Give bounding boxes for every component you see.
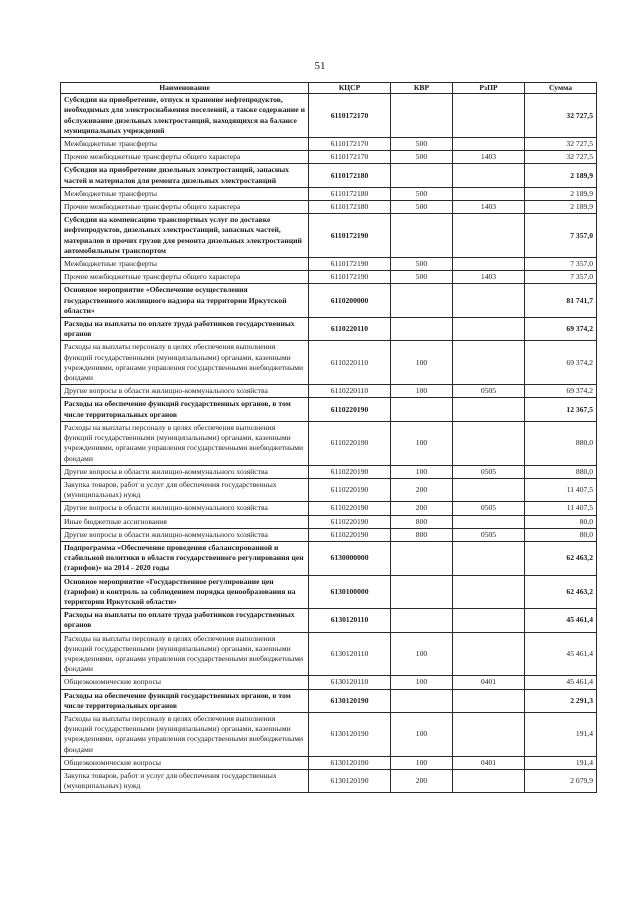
cell-name: Субсидии на компенсацию транспортных услуг по доставке нефтепродуктов, дизельных электростанций, запасных частей, материалов и прочих грузов для ремонта дизельных электростанций автомобильным транспортом xyxy=(61,214,309,258)
table-row xyxy=(61,609,597,632)
cell-sum: 80,0 xyxy=(525,528,597,541)
cell-kvr: 500 xyxy=(391,138,453,151)
cell-kvr: 100 xyxy=(391,465,453,478)
cell-name: Межбюджетные трансферты xyxy=(61,187,309,200)
cell-kvr: 100 xyxy=(391,756,453,769)
table-row xyxy=(61,318,597,341)
table-row xyxy=(61,756,597,769)
header-kvr: КВР xyxy=(391,83,453,94)
cell-rzpr xyxy=(453,632,525,676)
cell-name: Основное мероприятие «Обеспечение осуществления государственного жилищного надзора на территории Иркутской области» xyxy=(61,284,309,318)
cell-rzpr xyxy=(453,515,525,528)
cell-name: Основное мероприятие «Государственное регулирование цен (тарифов) и контроль за соблюдением порядка ценообразования на территории Иркутской области» xyxy=(61,575,309,609)
cell-name: Иные бюджетные ассигнования xyxy=(61,515,309,528)
cell-rzpr xyxy=(453,689,525,712)
cell-kcsr: 6110172190 xyxy=(309,271,391,284)
table-row xyxy=(61,385,597,398)
cell-rzpr xyxy=(453,341,525,385)
cell-kcsr: 6110172170 xyxy=(309,151,391,164)
cell-rzpr xyxy=(453,318,525,341)
cell-name: Прочие межбюджетные трансферты общего характера xyxy=(61,201,309,214)
table-row xyxy=(61,689,597,712)
cell-name: Расходы на выплаты по оплате труда работников государственных органов xyxy=(61,609,309,632)
cell-name: Межбюджетные трансферты xyxy=(61,258,309,271)
table-row xyxy=(61,138,597,151)
cell-kvr: 500 xyxy=(391,258,453,271)
table-row xyxy=(61,398,597,421)
cell-kvr xyxy=(391,318,453,341)
cell-name: Закупка товаров, работ и услуг для обеспечения государственных (муниципальных) нужд xyxy=(61,478,309,501)
table-row xyxy=(61,676,597,689)
cell-rzpr xyxy=(453,138,525,151)
page-number: 51 xyxy=(314,60,326,72)
cell-kvr: 100 xyxy=(391,421,453,465)
cell-sum: 45 461,4 xyxy=(525,609,597,632)
cell-kcsr: 6110220190 xyxy=(309,502,391,515)
cell-kcsr: 6110220190 xyxy=(309,398,391,421)
cell-sum: 191,4 xyxy=(525,756,597,769)
table-header-row xyxy=(61,83,597,94)
cell-kcsr: 6110220110 xyxy=(309,318,391,341)
cell-kcsr: 6130000000 xyxy=(309,541,391,575)
cell-rzpr xyxy=(453,609,525,632)
cell-rzpr xyxy=(453,712,525,756)
cell-rzpr xyxy=(453,214,525,258)
cell-kcsr: 6110220190 xyxy=(309,528,391,541)
cell-name: Общеэкономические вопросы xyxy=(61,676,309,689)
cell-rzpr xyxy=(453,478,525,501)
cell-sum: 32 727,5 xyxy=(525,138,597,151)
cell-sum: 62 463,2 xyxy=(525,541,597,575)
cell-kvr: 800 xyxy=(391,515,453,528)
cell-kcsr: 6110220190 xyxy=(309,421,391,465)
cell-rzpr: 1403 xyxy=(453,201,525,214)
cell-kvr: 500 xyxy=(391,201,453,214)
cell-name: Расходы на выплаты персоналу в целях обеспечения выполнения функций государственными (муниципальными) органами, казенными учреждениями, органами управления государственными внебюджетными фондами xyxy=(61,712,309,756)
cell-kvr xyxy=(391,94,453,138)
cell-kcsr: 6130100000 xyxy=(309,575,391,609)
cell-rzpr xyxy=(453,94,525,138)
cell-name: Подпрограмма «Обеспечение проведения сбалансированной и стабильной политики в области государственного регулирования цен (тарифов)» на 2014 - 2020 годы xyxy=(61,541,309,575)
cell-kvr xyxy=(391,689,453,712)
cell-sum: 11 407,5 xyxy=(525,502,597,515)
cell-kvr xyxy=(391,214,453,258)
cell-sum: 2 189,9 xyxy=(525,201,597,214)
cell-rzpr: 1403 xyxy=(453,151,525,164)
cell-sum: 32 727,5 xyxy=(525,94,597,138)
table-row xyxy=(61,712,597,756)
cell-name: Расходы на выплаты персоналу в целях обеспечения выполнения функций государственными (муниципальными) органами, казенными учреждениями, органами управления государственными внебюджетными фондами xyxy=(61,341,309,385)
cell-name: Другие вопросы в области жилищно-коммунального хозяйства xyxy=(61,502,309,515)
cell-kcsr: 6110200000 xyxy=(309,284,391,318)
table-row xyxy=(61,214,597,258)
cell-sum: 2 189,9 xyxy=(525,187,597,200)
cell-rzpr xyxy=(453,398,525,421)
cell-kvr: 100 xyxy=(391,341,453,385)
cell-sum: 880,0 xyxy=(525,421,597,465)
cell-rzpr xyxy=(453,541,525,575)
cell-sum: 81 741,7 xyxy=(525,284,597,318)
cell-kvr: 100 xyxy=(391,632,453,676)
cell-sum: 11 407,5 xyxy=(525,478,597,501)
cell-sum: 7 357,0 xyxy=(525,271,597,284)
cell-kcsr: 6130120190 xyxy=(309,712,391,756)
cell-kvr: 100 xyxy=(391,385,453,398)
cell-kvr: 200 xyxy=(391,478,453,501)
cell-rzpr: 0401 xyxy=(453,756,525,769)
cell-kvr: 800 xyxy=(391,528,453,541)
cell-kcsr: 6130120110 xyxy=(309,632,391,676)
cell-name: Расходы на выплаты персоналу в целях обеспечения выполнения функций государственными (муниципальными) органами, казенными учреждениями, органами управления государственными внебюджетными фондами xyxy=(61,632,309,676)
table-row xyxy=(61,271,597,284)
cell-rzpr xyxy=(453,284,525,318)
cell-sum: 2 189,9 xyxy=(525,164,597,187)
cell-sum: 69 374,2 xyxy=(525,318,597,341)
cell-name: Другие вопросы в области жилищно-коммунального хозяйства xyxy=(61,528,309,541)
cell-name: Расходы на выплаты по оплате труда работников государственных органов xyxy=(61,318,309,341)
cell-kvr: 100 xyxy=(391,676,453,689)
table-row xyxy=(61,258,597,271)
cell-sum: 45 461,4 xyxy=(525,632,597,676)
cell-kvr: 200 xyxy=(391,769,453,792)
cell-kcsr: 6110172170 xyxy=(309,94,391,138)
cell-kvr xyxy=(391,164,453,187)
table-row xyxy=(61,151,597,164)
cell-sum: 62 463,2 xyxy=(525,575,597,609)
cell-sum: 32 727,5 xyxy=(525,151,597,164)
table-row xyxy=(61,575,597,609)
table-row xyxy=(61,502,597,515)
table-row xyxy=(61,201,597,214)
cell-kcsr: 6110220110 xyxy=(309,385,391,398)
cell-kcsr: 6130120110 xyxy=(309,609,391,632)
cell-kcsr: 6110220190 xyxy=(309,465,391,478)
cell-kcsr: 6110172180 xyxy=(309,187,391,200)
header-rzpr: РзПР xyxy=(453,83,525,94)
table-row xyxy=(61,528,597,541)
cell-kcsr: 6130120190 xyxy=(309,756,391,769)
table-row xyxy=(61,341,597,385)
header-sum: Сумма xyxy=(525,83,597,94)
cell-name: Межбюджетные трансферты xyxy=(61,138,309,151)
cell-kvr: 200 xyxy=(391,502,453,515)
cell-rzpr: 0505 xyxy=(453,385,525,398)
cell-rzpr: 0505 xyxy=(453,528,525,541)
table-row xyxy=(61,478,597,501)
cell-rzpr xyxy=(453,421,525,465)
cell-sum: 2 291,3 xyxy=(525,689,597,712)
cell-rzpr: 0401 xyxy=(453,676,525,689)
table-row xyxy=(61,541,597,575)
cell-kcsr: 6110172180 xyxy=(309,164,391,187)
cell-kcsr: 6110172190 xyxy=(309,214,391,258)
cell-rzpr xyxy=(453,164,525,187)
table-row xyxy=(61,632,597,676)
cell-kvr xyxy=(391,398,453,421)
table-row xyxy=(61,421,597,465)
cell-rzpr xyxy=(453,769,525,792)
table-row xyxy=(61,515,597,528)
cell-kcsr: 6130120190 xyxy=(309,689,391,712)
cell-sum: 7 357,0 xyxy=(525,258,597,271)
table-row xyxy=(61,284,597,318)
cell-kcsr: 6110172170 xyxy=(309,138,391,151)
cell-rzpr xyxy=(453,258,525,271)
cell-kcsr: 6110220110 xyxy=(309,341,391,385)
cell-kvr xyxy=(391,609,453,632)
cell-rzpr: 0505 xyxy=(453,465,525,478)
cell-name: Субсидии на приобретение, отпуск и хранение нефтепродуктов, необходимых для электроснабжения поселений, а также содержание и обслуживание дизельных электростанций, находящихся на балансе муниципальных учреждений xyxy=(61,94,309,138)
cell-kvr xyxy=(391,575,453,609)
cell-kvr xyxy=(391,541,453,575)
cell-name: Расходы на обеспечение функций государственных органов, в том числе территориальных органов xyxy=(61,689,309,712)
table-row xyxy=(61,465,597,478)
cell-kcsr: 6130120190 xyxy=(309,769,391,792)
table-row xyxy=(61,164,597,187)
cell-name: Расходы на обеспечение функций государственных органов, в том числе территориальных органов xyxy=(61,398,309,421)
table-row xyxy=(61,94,597,138)
cell-rzpr: 1403 xyxy=(453,271,525,284)
cell-sum: 45 461,4 xyxy=(525,676,597,689)
cell-kcsr: 6130120110 xyxy=(309,676,391,689)
cell-sum: 80,0 xyxy=(525,515,597,528)
cell-kvr: 500 xyxy=(391,187,453,200)
cell-name: Прочие межбюджетные трансферты общего характера xyxy=(61,271,309,284)
table-row xyxy=(61,769,597,792)
cell-kvr: 500 xyxy=(391,271,453,284)
cell-rzpr: 0505 xyxy=(453,502,525,515)
cell-sum: 191,4 xyxy=(525,712,597,756)
table-row xyxy=(61,187,597,200)
cell-name: Другие вопросы в области жилищно-коммунального хозяйства xyxy=(61,465,309,478)
cell-rzpr xyxy=(453,187,525,200)
budget-table xyxy=(60,82,597,793)
cell-kcsr: 6110172180 xyxy=(309,201,391,214)
cell-kcsr: 6110172190 xyxy=(309,258,391,271)
cell-sum: 12 367,5 xyxy=(525,398,597,421)
cell-name: Закупка товаров, работ и услуг для обеспечения государственных (муниципальных) нужд xyxy=(61,769,309,792)
cell-rzpr xyxy=(453,575,525,609)
cell-name: Другие вопросы в области жилищно-коммунального хозяйства xyxy=(61,385,309,398)
cell-sum: 69 374,2 xyxy=(525,385,597,398)
cell-name: Общеэкономические вопросы xyxy=(61,756,309,769)
cell-kvr xyxy=(391,284,453,318)
cell-kcsr: 6110220190 xyxy=(309,478,391,501)
cell-name: Субсидии на приобретение дизельных электростанций, запасных частей и материалов для ремонта дизельных электростанций xyxy=(61,164,309,187)
cell-kvr: 500 xyxy=(391,151,453,164)
cell-sum: 2 079,9 xyxy=(525,769,597,792)
header-name: Наименование xyxy=(61,83,309,94)
cell-name: Расходы на выплаты персоналу в целях обеспечения выполнения функций государственными (муниципальными) органами, казенными учреждениями, органами управления государственными внебюджетными фондами xyxy=(61,421,309,465)
cell-sum: 880,0 xyxy=(525,465,597,478)
cell-name: Прочие межбюджетные трансферты общего характера xyxy=(61,151,309,164)
cell-kvr: 100 xyxy=(391,712,453,756)
cell-sum: 7 357,0 xyxy=(525,214,597,258)
cell-kcsr: 6110220190 xyxy=(309,515,391,528)
header-kcsr: КЦСР xyxy=(309,83,391,94)
cell-sum: 69 374,2 xyxy=(525,341,597,385)
